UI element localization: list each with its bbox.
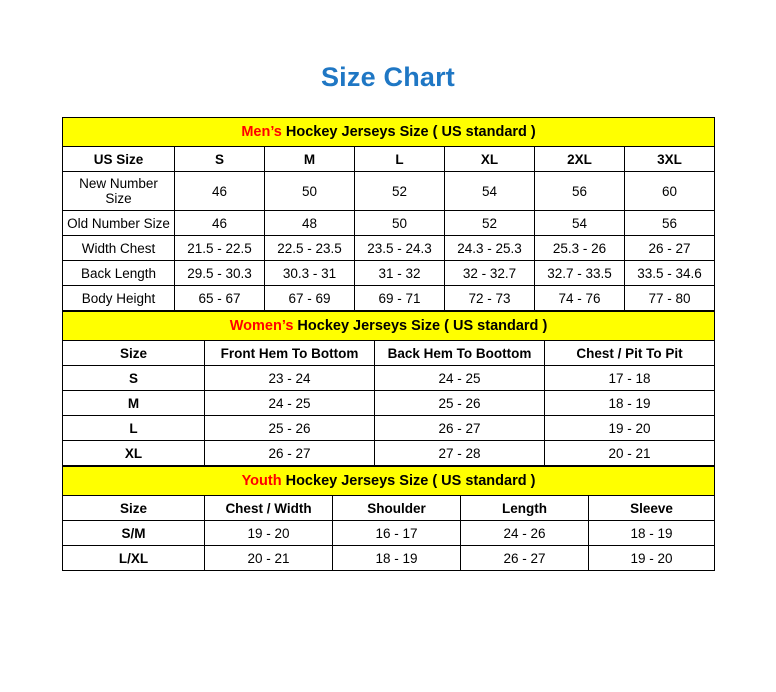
mens-header-cell: M [265, 147, 355, 172]
mens-header-cell: L [355, 147, 445, 172]
mens-header-cell: 2XL [535, 147, 625, 172]
mens-banner-rest: Hockey Jerseys Size ( US standard ) [281, 124, 536, 140]
table-row [63, 261, 715, 286]
table-cell: 32 - 32.7 [445, 261, 535, 286]
row-label: New Number Size [63, 172, 175, 211]
table-cell: 56 [625, 211, 715, 236]
table-cell: 54 [535, 211, 625, 236]
table-cell: 32.7 - 33.5 [535, 261, 625, 286]
table-cell: 24.3 - 25.3 [445, 236, 535, 261]
youth-section-banner [63, 467, 715, 496]
table-cell: 18 - 19 [333, 546, 461, 571]
mens-header-row [63, 147, 715, 172]
row-label: Back Length [63, 261, 175, 286]
table-cell: 25.3 - 26 [535, 236, 625, 261]
youth-banner-accent: Youth [241, 473, 282, 489]
table-cell: 23.5 - 24.3 [355, 236, 445, 261]
row-label: S/M [63, 521, 205, 546]
youth-banner-rest: Hockey Jerseys Size ( US standard ) [281, 473, 536, 489]
table-cell: 17 - 18 [545, 366, 715, 391]
size-chart-tables [62, 117, 714, 571]
table-cell: 67 - 69 [265, 286, 355, 311]
mens-banner-accent: Men’s [241, 124, 282, 140]
table-cell: 46 [175, 211, 265, 236]
table-row [63, 546, 715, 571]
row-label: L/XL [63, 546, 205, 571]
row-label: L [63, 416, 205, 441]
youth-banner-cell [63, 467, 715, 496]
table-cell: 18 - 19 [589, 521, 715, 546]
table-cell: 26 - 27 [375, 416, 545, 441]
mens-header-cell: 3XL [625, 147, 715, 172]
womens-banner-cell [63, 312, 715, 341]
table-row [63, 441, 715, 466]
table-cell: 23 - 24 [205, 366, 375, 391]
mens-header-cell: XL [445, 147, 535, 172]
womens-banner-rest: Hockey Jerseys Size ( US standard ) [293, 318, 548, 334]
table-cell: 19 - 20 [205, 521, 333, 546]
table-cell: 18 - 19 [545, 391, 715, 416]
table-cell: 26 - 27 [461, 546, 589, 571]
womens-banner-accent: Women’s [229, 318, 294, 334]
table-cell: 26 - 27 [205, 441, 375, 466]
table-cell: 16 - 17 [333, 521, 461, 546]
table-cell: 54 [445, 172, 535, 211]
row-label: Body Height [63, 286, 175, 311]
table-cell: 56 [535, 172, 625, 211]
table-cell: 25 - 26 [375, 391, 545, 416]
row-label: XL [63, 441, 205, 466]
table-cell: 52 [445, 211, 535, 236]
table-cell: 31 - 32 [355, 261, 445, 286]
table-cell: 26 - 27 [625, 236, 715, 261]
youth-header-cell: Chest / Width [205, 496, 333, 521]
table-cell: 30.3 - 31 [265, 261, 355, 286]
youth-header-cell: Length [461, 496, 589, 521]
table-cell: 50 [355, 211, 445, 236]
mens-size-table [62, 117, 715, 311]
table-cell: 21.5 - 22.5 [175, 236, 265, 261]
table-cell: 19 - 20 [589, 546, 715, 571]
table-cell: 48 [265, 211, 355, 236]
youth-header-cell: Shoulder [333, 496, 461, 521]
table-cell: 29.5 - 30.3 [175, 261, 265, 286]
table-cell: 33.5 - 34.6 [625, 261, 715, 286]
table-row [63, 366, 715, 391]
womens-section-banner [63, 312, 715, 341]
row-label: Width Chest [63, 236, 175, 261]
table-cell: 27 - 28 [375, 441, 545, 466]
table-cell: 60 [625, 172, 715, 211]
mens-header-cell: US Size [63, 147, 175, 172]
womens-header-cell: Chest / Pit To Pit [545, 341, 715, 366]
table-row [63, 236, 715, 261]
table-cell: 25 - 26 [205, 416, 375, 441]
womens-header-cell: Front Hem To Bottom [205, 341, 375, 366]
table-cell: 19 - 20 [545, 416, 715, 441]
table-row [63, 172, 715, 211]
table-cell: 72 - 73 [445, 286, 535, 311]
table-cell: 24 - 25 [205, 391, 375, 416]
row-label: Old Number Size [63, 211, 175, 236]
table-cell: 50 [265, 172, 355, 211]
womens-header-cell: Back Hem To Boottom [375, 341, 545, 366]
table-cell: 77 - 80 [625, 286, 715, 311]
table-row [63, 391, 715, 416]
mens-banner-cell [63, 118, 715, 147]
womens-header-cell: Size [63, 341, 205, 366]
table-cell: 20 - 21 [545, 441, 715, 466]
table-cell: 46 [175, 172, 265, 211]
table-row [63, 521, 715, 546]
table-cell: 74 - 76 [535, 286, 625, 311]
mens-header-cell: S [175, 147, 265, 172]
page-title: Size Chart [320, 62, 456, 92]
table-cell: 22.5 - 23.5 [265, 236, 355, 261]
youth-header-row [63, 496, 715, 521]
table-cell: 52 [355, 172, 445, 211]
table-row [63, 211, 715, 236]
youth-header-cell: Sleeve [589, 496, 715, 521]
womens-header-row [63, 341, 715, 366]
table-cell: 24 - 26 [461, 521, 589, 546]
table-row [63, 286, 715, 311]
table-row [63, 416, 715, 441]
row-label: S [63, 366, 205, 391]
table-cell: 24 - 25 [375, 366, 545, 391]
row-label: M [63, 391, 205, 416]
youth-size-table [62, 466, 715, 571]
table-cell: 20 - 21 [205, 546, 333, 571]
mens-section-banner [63, 118, 715, 147]
table-cell: 65 - 67 [175, 286, 265, 311]
womens-size-table [62, 311, 715, 466]
table-cell: 69 - 71 [355, 286, 445, 311]
youth-header-cell: Size [63, 496, 205, 521]
